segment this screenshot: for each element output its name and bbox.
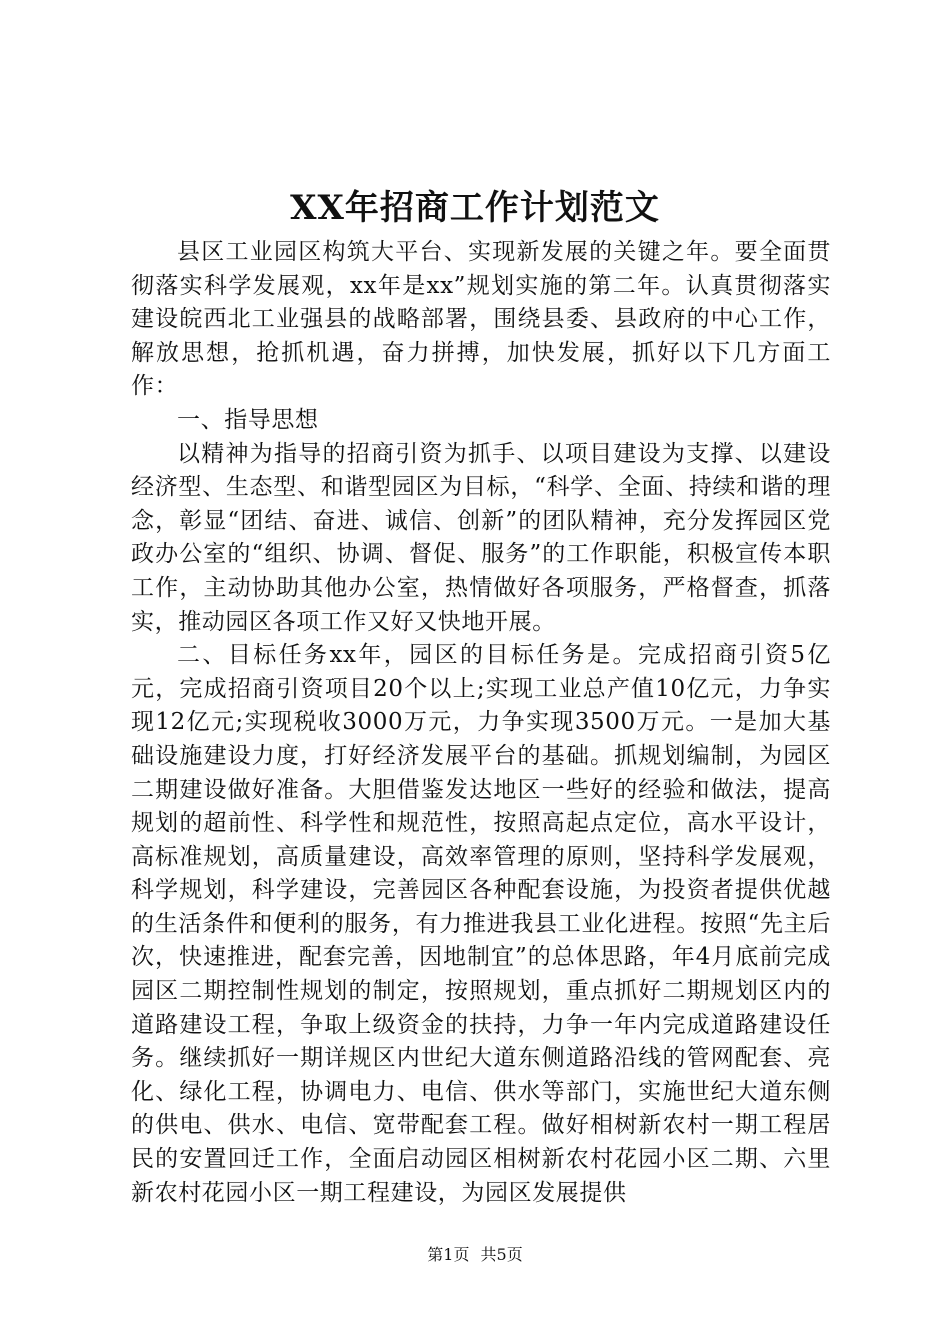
page-total: 共5页 <box>480 1245 523 1264</box>
document-title: XX年招商工作计划范文 <box>290 188 660 228</box>
page-footer <box>0 1244 950 1266</box>
page-number: 第1页 <box>427 1245 470 1264</box>
document-body <box>131 236 831 1210</box>
paragraph-intro: 县区工业园区构筑大平台、实现新发展的关键之年。要全面贯彻落实科学发展观，xx年是xx”规划实施的第二年。认真贯彻落实建设皖西北工业强县的战略部署，围绕县委、县政府的中心工作，解放思想，抢抓机遇，奋力拼搏，加快发展，抓好以下几方面工作： <box>131 239 831 400</box>
paragraph-targets-tasks: 二、目标任务xx年，园区的目标任务是。完成招商引资5亿元，完成招商引资项目20个以上;实现工业总产值10亿元，力争实现12亿元;实现税收3000万元，力争实现3500万元。一是加大基础设施建设力度，打好经济发展平台的基础。抓规划编制，为园区二期建设做好准备。大胆借鉴发达地区一些好的经验和做法，提高规划的超前性、科学性和规范性，按照高起点定位，高水平设计，高标准规划，高质量建设，高效率管理的原则，坚持科学发展观，科学规划，科学建设，完善园区各种配套设施，为投资者提供优越的生活条件和便利的服务，有力推进我县工业化进程。按照“先主后次，快速推进，配套完善，因地制宜”的总体思路，年4月底前完成园区二期控制性规划的制定，按照规划，重点抓好二期规划区内的道路建设工程，争取上级资金的扶持，力争一年内完成道路建设任务。继续抓好一期详规区内世纪大道东侧道路沿线的管网配套、亮化、绿化工程，协调电力、电信、供水等部门，实施世纪大道东侧的供电、供水、电信、宽带配套工程。做好相树新农村一期工程居民的安置回迁工作，全面启动园区相树新农村花园小区二期、六里新农村花园小区一期工程建设，为园区发展提供 <box>131 642 831 1206</box>
paragraph-guiding-thought: 以精神为指导的招商引资为抓手、以项目建设为支撑、以建设经济型、生态型、和谐型园区为目标，“科学、全面、持续和谐的理念，彰显“团结、奋进、诚信、创新”的团队精神，充分发挥园区党政办公室的“组织、协调、督促、服务”的工作职能，积极宣传本职工作，主动协助其他办公室，热情做好各项服务，严格督查，抓落实，推动园区各项工作又好又快地开展。 <box>131 440 831 635</box>
section-heading-guiding-thought: 一、指导思想 <box>177 406 319 433</box>
